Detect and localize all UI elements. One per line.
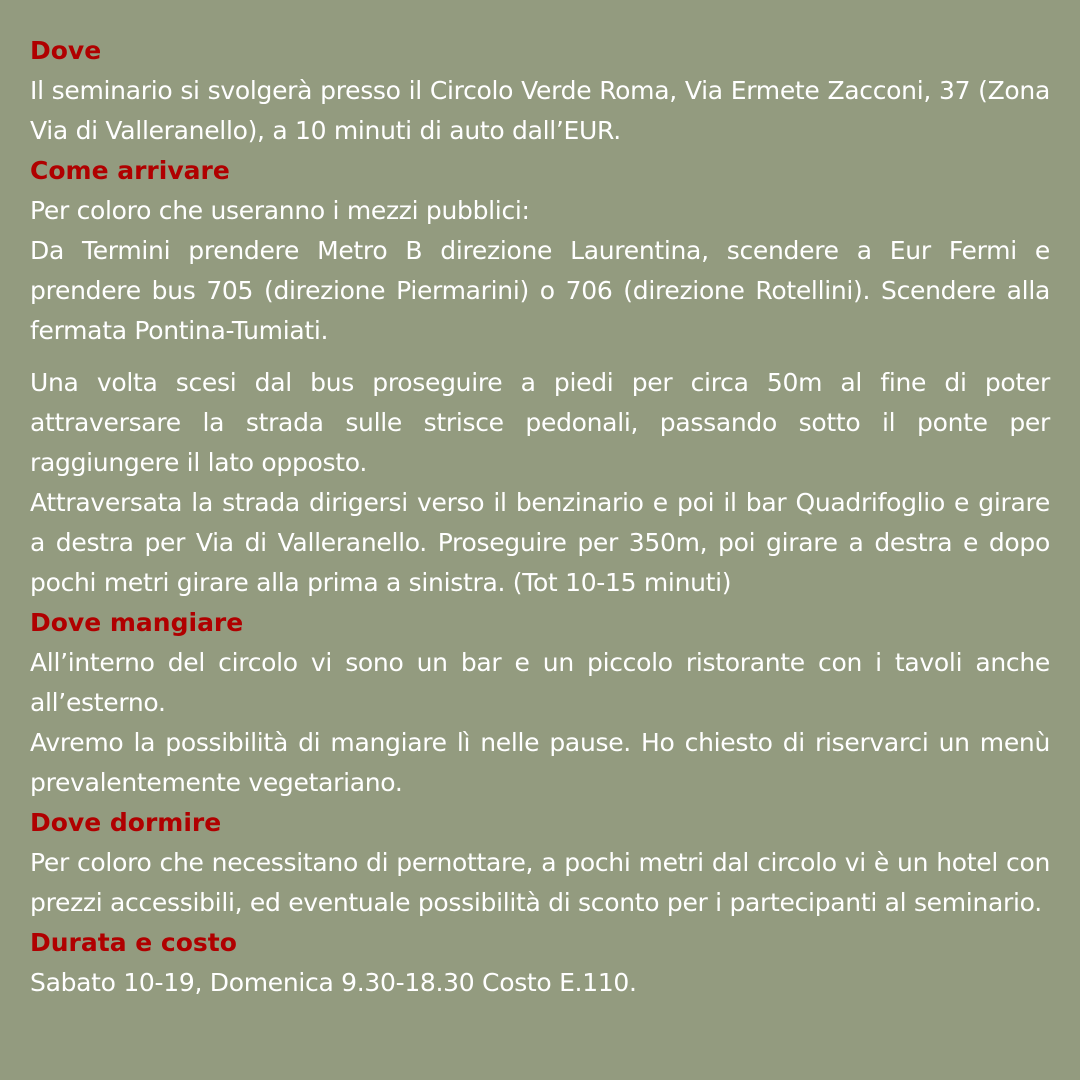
dove-mangiare-bar: All’interno del circolo vi sono un bar e un piccolo ristorante con i tavoli anche all’esterno. (30, 648, 1050, 717)
come-arrivare-metro: Da Termini prendere Metro B direzione Laurentina, scendere a Eur Fermi e prendere bus 705 (direzione Piermarini) o 706 (direzione Rotellini). Scendere alla fermata Pontina-Tumiati. (30, 236, 1050, 345)
durata-costo-paragraph: Sabato 10-19, Domenica 9.30-18.30 Costo E.110. (30, 968, 637, 997)
come-arrivare-intro: Per coloro che useranno i mezzi pubblici: (30, 196, 530, 225)
come-arrivare-directions: Attraversata la strada dirigersi verso il benzinario e poi il bar Quadrifoglio e girare a destra per Via di Valleranello. Proseguire per 350m, poi girare a destra e dopo pochi metri girare alla prima a sinistra. (Tot 10-15 minuti) (30, 488, 1050, 597)
heading-dove-dormire: Dove dormire (30, 808, 222, 837)
heading-dove: Dove (30, 36, 102, 65)
heading-come-arrivare: Come arrivare (30, 156, 230, 185)
heading-dove-mangiare: Dove mangiare (30, 608, 244, 637)
paragraph-spacer (30, 351, 1050, 363)
dove-paragraph: Il seminario si svolgerà presso il Circolo Verde Roma, Via Ermete Zacconi, 37 (Zona Via di Valleranello), a 10 minuti di auto dall’EUR. (30, 76, 1050, 145)
heading-durata-costo: Durata e costo (30, 928, 237, 957)
dove-mangiare-menu: Avremo la possibilità di mangiare lì nelle pause. Ho chiesto di riservarci un menù prevalentemente vegetariano. (30, 728, 1050, 797)
come-arrivare-walk: Una volta scesi dal bus proseguire a piedi per circa 50m al fine di poter attraversare la strada sulle strisce pedonali, passando sotto il ponte per raggiungere il lato opposto. (30, 368, 1050, 477)
dove-dormire-paragraph: Per coloro che necessitano di pernottare, a pochi metri dal circolo vi è un hotel con prezzi accessibili, ed eventuale possibilità di sconto per i partecipanti al seminario. (30, 848, 1050, 917)
